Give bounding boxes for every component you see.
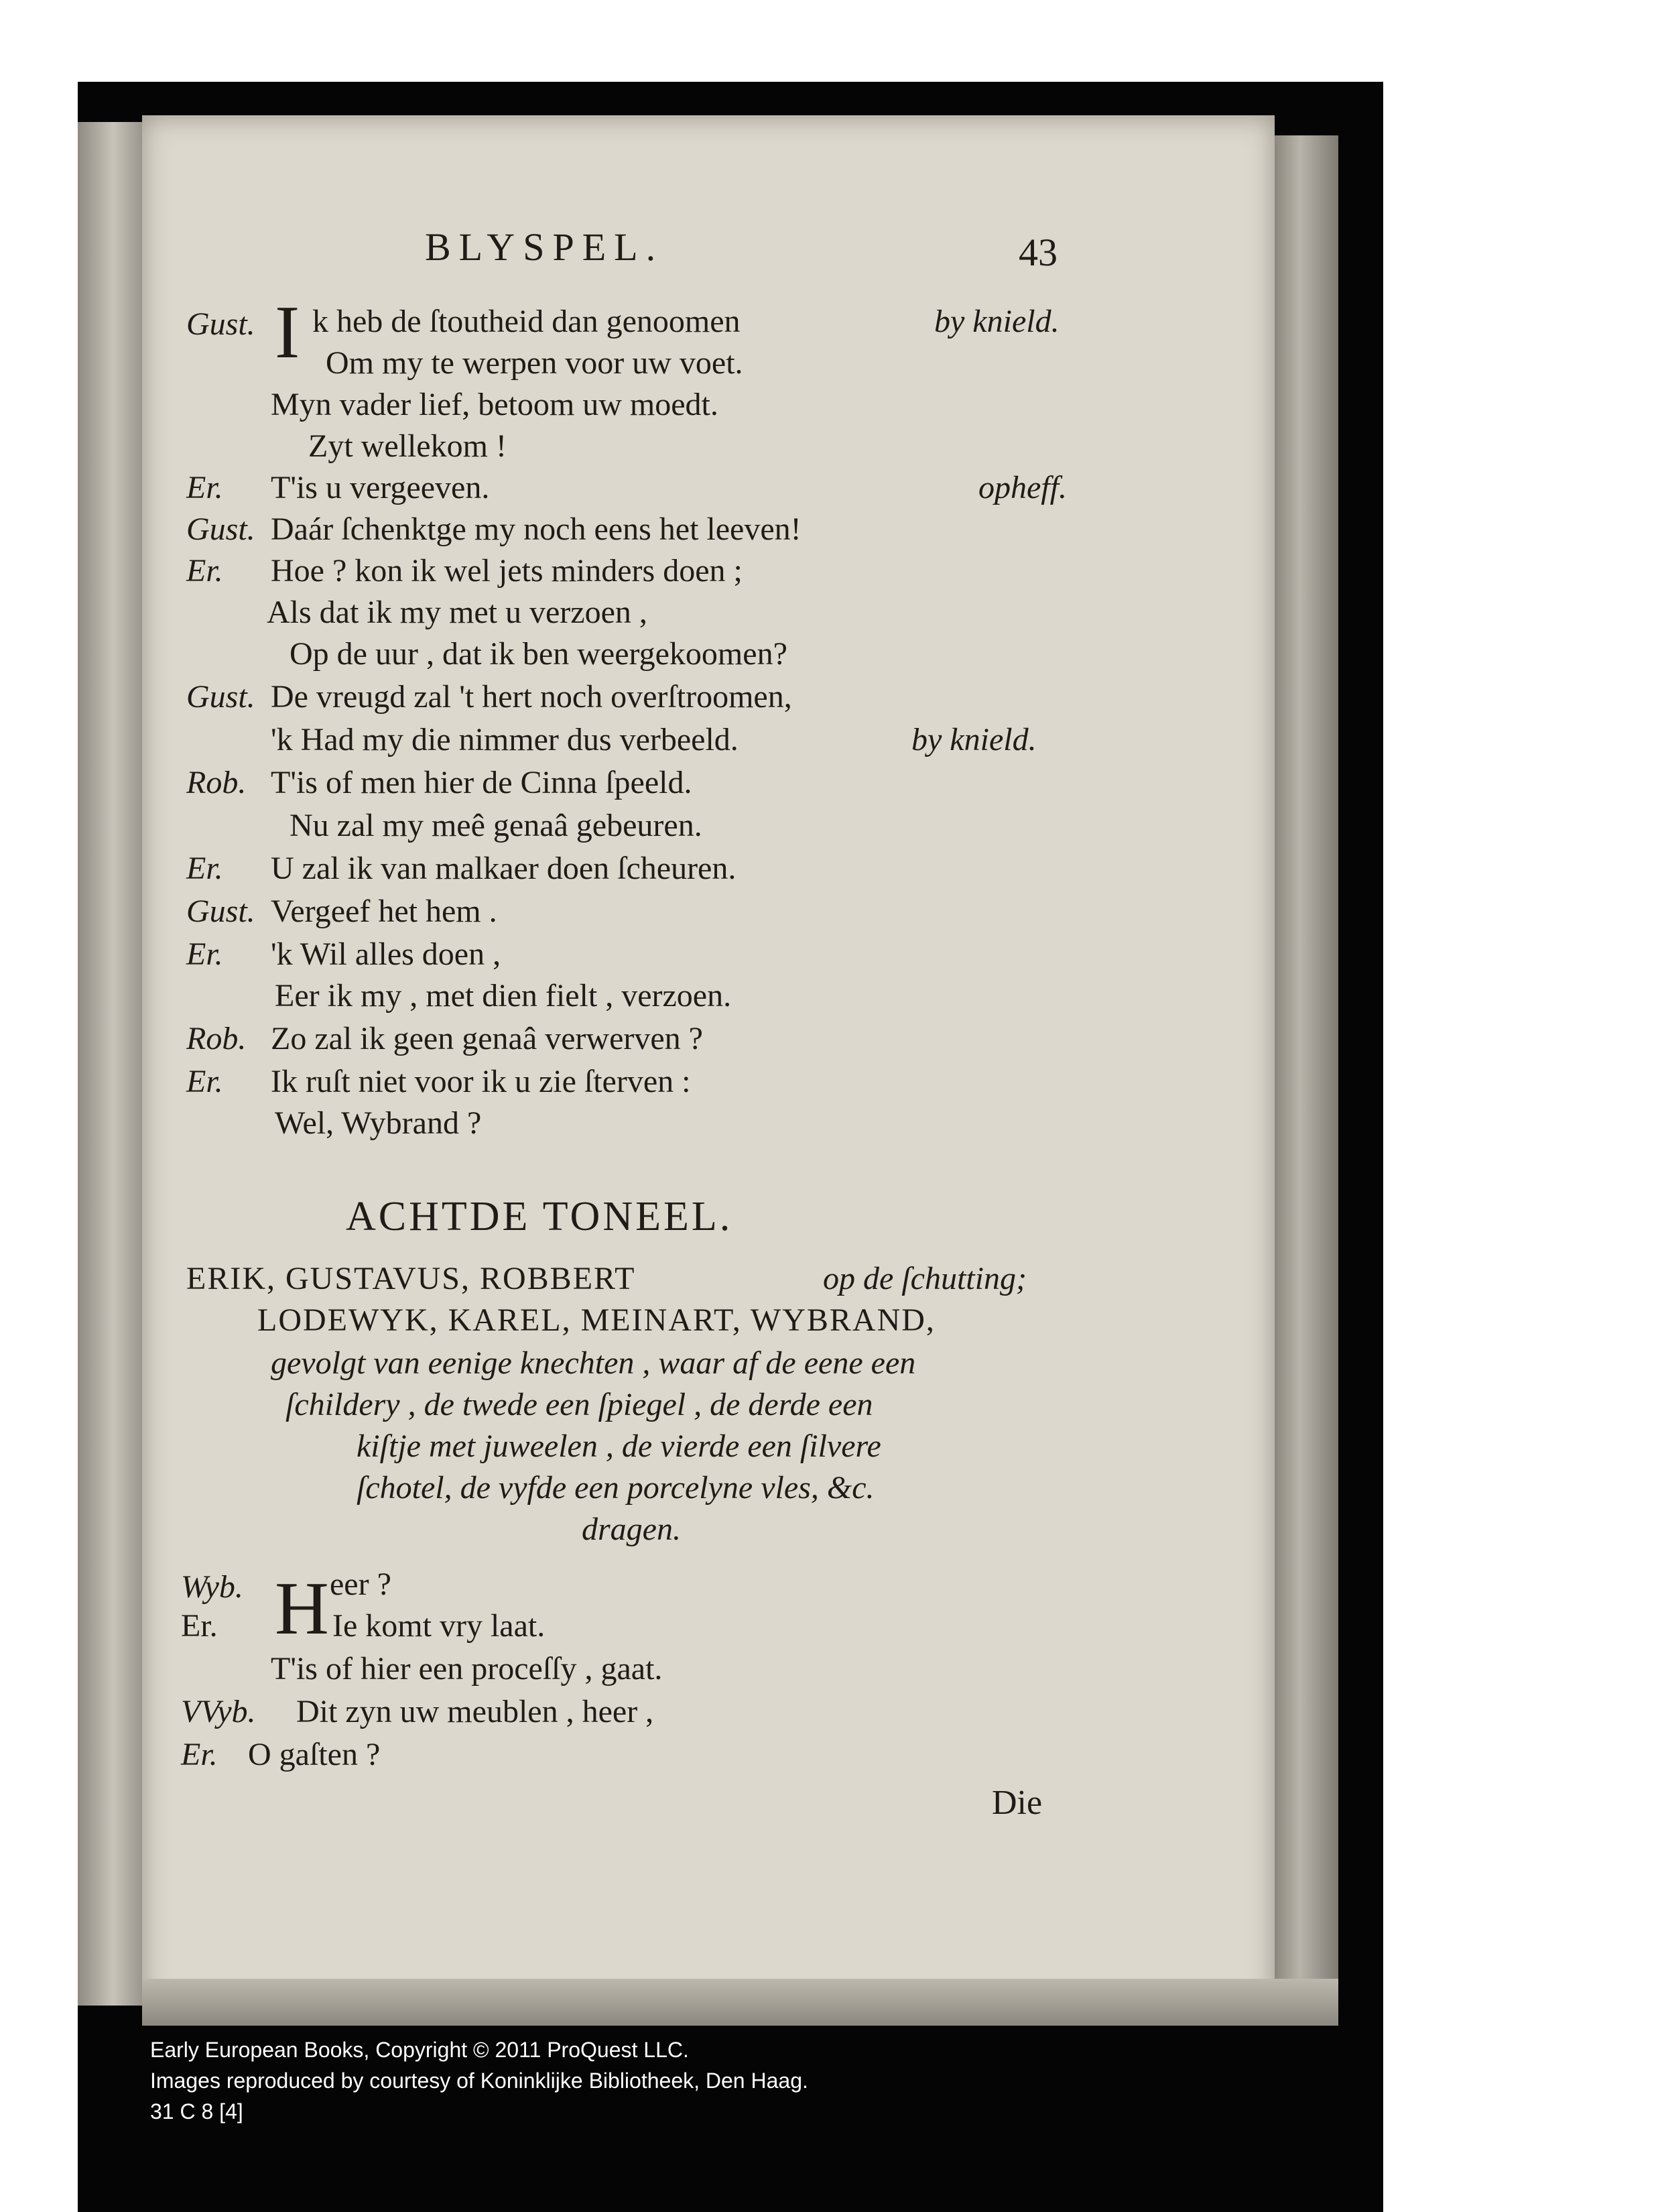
speaker: Er. [186, 1064, 223, 1099]
page-number: 43 [1019, 231, 1058, 274]
running-title: BLYSPEL. [425, 225, 664, 269]
verse-line: k heb de ſtoutheid dan genoomen [312, 304, 741, 339]
drop-cap: H [275, 1567, 329, 1650]
speaker: Er. [181, 1737, 218, 1772]
speaker: Er. [186, 553, 223, 589]
copyright-line: Early European Books, Copyright © 2011 ProQuest LLC. [150, 2038, 689, 2062]
speaker: Gust. [186, 894, 255, 929]
verse-line: eer ? [330, 1566, 391, 1602]
verse-line: Om my te werpen voor uw voet. [326, 345, 743, 381]
page-edge-right [1275, 135, 1338, 2012]
speaker: Gust. [186, 306, 255, 342]
verse-line: T'is of hier een proceſſy , gaat. [271, 1651, 663, 1686]
page-edge-bottom [142, 1979, 1338, 2026]
verse-line: 'k Wil alles doen , [271, 936, 501, 972]
stage-direction: op de ſchutting; [823, 1261, 1027, 1296]
cast-list: LODEWYK, KAREL, MEINART, WYBRAND, [257, 1302, 936, 1338]
speaker: Rob. [186, 765, 247, 800]
verse-line: Nu zal my meê genaâ gebeuren. [290, 808, 702, 843]
shelfmark-line: 31 C 8 [4] [150, 2099, 243, 2124]
verse-line: Ik ruſt niet voor ik u zie ſterven : [271, 1064, 691, 1099]
courtesy-line: Images reproduced by courtesy of Koninklijke Bibliotheek, Den Haag. [150, 2069, 808, 2093]
verse-line: Op de uur , dat ik ben weergekoomen? [290, 636, 787, 672]
verse-line: Zyt wellekom ! [308, 428, 507, 464]
stage-direction: opheff. [978, 470, 1067, 505]
facing-page-edge [78, 122, 142, 2006]
stage-direction: dragen. [582, 1512, 681, 1547]
stage-direction: by knield. [911, 722, 1037, 757]
verse-line: Hoe ? kon ik wel jets minders doen ; [271, 553, 743, 589]
speaker: Wyb. [181, 1569, 243, 1605]
verse-line: Als dat ik my met u verzoen , [267, 595, 647, 630]
verse-line: T'is u vergeeven. [271, 470, 490, 505]
stage-direction: ſchildery , de twede een ſpiegel , de derde een [285, 1387, 873, 1422]
verse-line: Myn vader lief, betoom uw moedt. [271, 387, 718, 422]
speaker: VVyb. [181, 1694, 256, 1729]
verse-line: T'is of men hier de Cinna ſpeeld. [271, 765, 692, 800]
verse-line: De vreugd zal 't hert noch overſtroomen, [271, 679, 792, 715]
verse-line: Daár ſchenktge my noch eens het leeven! [271, 511, 802, 547]
verse-line: Wel, Wybrand ? [275, 1105, 482, 1141]
speaker: Er. [186, 470, 223, 505]
speaker: Er. [186, 936, 223, 972]
verse-line: Vergeef het hem . [271, 894, 497, 929]
speaker: Gust. [186, 679, 255, 715]
verse-line: Dit zyn uw meublen , heer , [296, 1694, 654, 1729]
verse-line: U zal ik van malkaer doen ſcheuren. [271, 851, 737, 886]
verse-line: Eer ik my , met dien fielt , verzoen. [275, 978, 732, 1013]
stage-direction: by knield. [934, 304, 1060, 339]
cast-list: ERIK, GUSTAVUS, ROBBERT [186, 1261, 636, 1296]
speaker: Er. [181, 1608, 218, 1644]
speaker: Gust. [186, 511, 255, 547]
verse-line: 'k Had my die nimmer dus verbeeld. [271, 722, 739, 757]
drop-cap: I [275, 291, 300, 374]
stage-direction: kiſtje met juweelen , de vierde een ſilvere [357, 1428, 881, 1464]
catchword: Die [992, 1784, 1043, 1822]
speaker: Rob. [186, 1021, 247, 1056]
scene-heading: ACHTDE TONEEL. [346, 1194, 733, 1239]
stage-direction: gevolgt van eenige knechten , waar af de eene een [271, 1345, 916, 1381]
verse-line: O gaſten ? [248, 1737, 381, 1772]
verse-line: Zo zal ik geen genaâ verwerven ? [271, 1021, 703, 1056]
stage-direction: ſchotel, de vyfde een porcelyne vles, &c. [357, 1470, 875, 1506]
verse-line: Ie komt vry laat. [332, 1608, 546, 1644]
speaker: Er. [186, 851, 223, 886]
